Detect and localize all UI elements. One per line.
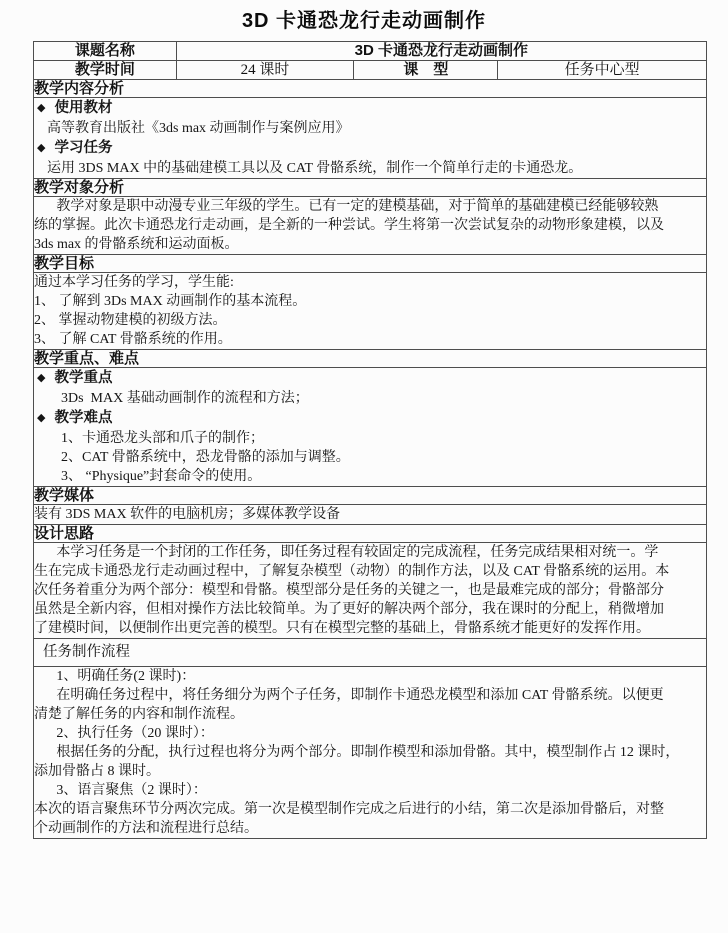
text-line: 高等教育出版社《3ds max 动画制作与案例应用》 xyxy=(47,121,350,136)
text-line: 根据任务的分配，执行过程也将分为两个部分。即制作模型和添加骨骼。其中，模型制作占 12 课时， xyxy=(56,745,680,760)
diamond-bullet-icon: ◆ xyxy=(37,142,46,154)
time-value: 24 课时 xyxy=(176,61,354,80)
text-line: 在明确任务过程中，将任务细分为两个子任务，即制作卡通恐龙模型和添加 CAT 骨骼系统。以便更 xyxy=(56,688,664,703)
time-label: 教学时间 xyxy=(34,61,177,80)
time-type-row xyxy=(34,61,707,80)
text-line: 3Ds MAX 基础动画制作的流程和方法； xyxy=(61,391,309,406)
text-line: 3、语言聚焦（2 课时）： xyxy=(56,783,207,798)
section-header: 教学媒体 xyxy=(34,487,707,505)
text-line: 了建模时间，以便制作出更完善的模型。只有在模型完整的基础上，骨骼系统才能更好的发挥作用。 xyxy=(34,621,650,636)
bullet-line xyxy=(34,98,706,119)
section-header: 教学目标 xyxy=(34,255,707,273)
text-line: 通过本学习任务的学习，学生能: xyxy=(34,275,234,290)
section-content-row xyxy=(34,197,707,255)
section-content-row xyxy=(34,98,707,179)
text-line: 添加骨骼占 8 课时。 xyxy=(34,764,160,779)
lesson-plan-table xyxy=(33,41,707,839)
text-line: 教学对象是职中动漫专业三年级的学生。已有一定的建模基础，对于简单的基础建模已经能够较熟 xyxy=(56,199,659,214)
text-line: 2、 掌握动物建模的初级方法。 xyxy=(34,313,227,328)
topic-label: 课题名称 xyxy=(34,42,177,61)
section-content xyxy=(34,98,707,179)
section-content xyxy=(34,543,707,639)
topic-value: 3D 卡通恐龙行走动画制作 xyxy=(176,42,706,61)
text-line: 生在完成卡通恐龙行走动画过程中，了解复杂模型（动物）的制作方法，以及 CAT 骨骼系统的运用。本 xyxy=(34,564,670,579)
section-header: 教学重点、难点 xyxy=(34,350,707,368)
text-line: 本次的语言聚焦环节分两次完成。第一次是模型制作完成之后进行的小结，第二次是添加骨骼后，对整 xyxy=(34,802,664,817)
section-content xyxy=(34,505,707,525)
section-header-row xyxy=(34,487,707,505)
topic-row xyxy=(34,42,707,61)
section-header-row xyxy=(34,525,707,543)
text-line: 练的掌握。此次卡通恐龙行走动画，是全新的一种尝试。学生将第一次尝试复杂的动物形象建模，以及 xyxy=(34,218,664,233)
bullet-label: 教学难点 xyxy=(54,410,113,426)
text-line: 1、卡通恐龙头部和爪子的制作； xyxy=(61,431,264,446)
section-content-row xyxy=(34,543,707,639)
section-content-row xyxy=(34,667,707,839)
diamond-bullet-icon: ◆ xyxy=(37,102,46,114)
section-header-row xyxy=(34,179,707,197)
bullet-line xyxy=(34,138,706,159)
bullet-line xyxy=(34,408,706,429)
section-header: 任务制作流程 xyxy=(34,639,707,667)
bullet-label: 教学重点 xyxy=(54,370,113,386)
text-line: 3ds max 的骨骼系统和运动面板。 xyxy=(34,237,239,252)
text-line: 装有 3DS MAX 软件的电脑机房；多媒体教学设备 xyxy=(34,507,341,522)
section-header-row xyxy=(34,350,707,368)
page-title: 3D 卡通恐龙行走动画制作 xyxy=(241,10,487,32)
section-content xyxy=(34,197,707,255)
text-line: 2、执行任务（20 课时）： xyxy=(56,726,214,741)
text-line: 1、明确任务(2 课时)： xyxy=(56,669,196,684)
text-line: 虽然是全新内容，但相对操作方法比较简单。为了更好的解决两个部分，我在课时的分配上，稍微增加 xyxy=(34,602,664,617)
text-line: 3、 了解 CAT 骨骼系统的作用。 xyxy=(34,332,232,347)
section-content-row xyxy=(34,505,707,525)
text-line: 运用 3DS MAX 中的基础建模工具以及 CAT 骨骼系统，制作一个简单行走的卡通恐龙。 xyxy=(47,161,583,176)
sections-body xyxy=(34,80,707,839)
section-content xyxy=(34,273,707,350)
text-line: 本学习任务是一个封闭的工作任务，即任务过程有较固定的完成流程，任务完成结果相对统一。学 xyxy=(56,545,659,560)
section-content-row xyxy=(34,368,707,487)
bullet-label: 学习任务 xyxy=(54,140,113,156)
bullet-line xyxy=(34,368,706,389)
section-header-row xyxy=(34,80,707,98)
text-line: 个动画制作的方法和流程进行总结。 xyxy=(34,821,258,836)
section-header: 教学对象分析 xyxy=(34,179,707,197)
section-content xyxy=(34,667,707,839)
diamond-bullet-icon: ◆ xyxy=(37,372,46,384)
text-line: 1、 了解到 3Ds MAX 动画制作的基本流程。 xyxy=(34,294,307,309)
section-header: 教学内容分析 xyxy=(34,80,707,98)
section-header-row xyxy=(34,639,707,667)
text-line: 清楚了解任务的内容和制作流程。 xyxy=(34,707,244,722)
course-type-label: 课 型 xyxy=(354,61,498,80)
section-header-row xyxy=(34,255,707,273)
text-line: 2、CAT 骨骼系统中，恐龙骨骼的添加与调整。 xyxy=(61,450,350,465)
diamond-bullet-icon: ◆ xyxy=(37,412,46,424)
section-header: 设计思路 xyxy=(34,525,707,543)
section-content xyxy=(34,368,707,487)
section-content-row xyxy=(34,273,707,350)
course-type-value: 任务中心型 xyxy=(498,61,707,80)
bullet-label: 使用教材 xyxy=(54,100,113,116)
text-line: 3、 “Physique”封套命令的使用。 xyxy=(61,469,262,484)
text-line: 次任务着重分为两个部分：模型和骨骼。模型部分是任务的关键之一，也是最难完成的部分；骨骼部分 xyxy=(34,583,664,598)
